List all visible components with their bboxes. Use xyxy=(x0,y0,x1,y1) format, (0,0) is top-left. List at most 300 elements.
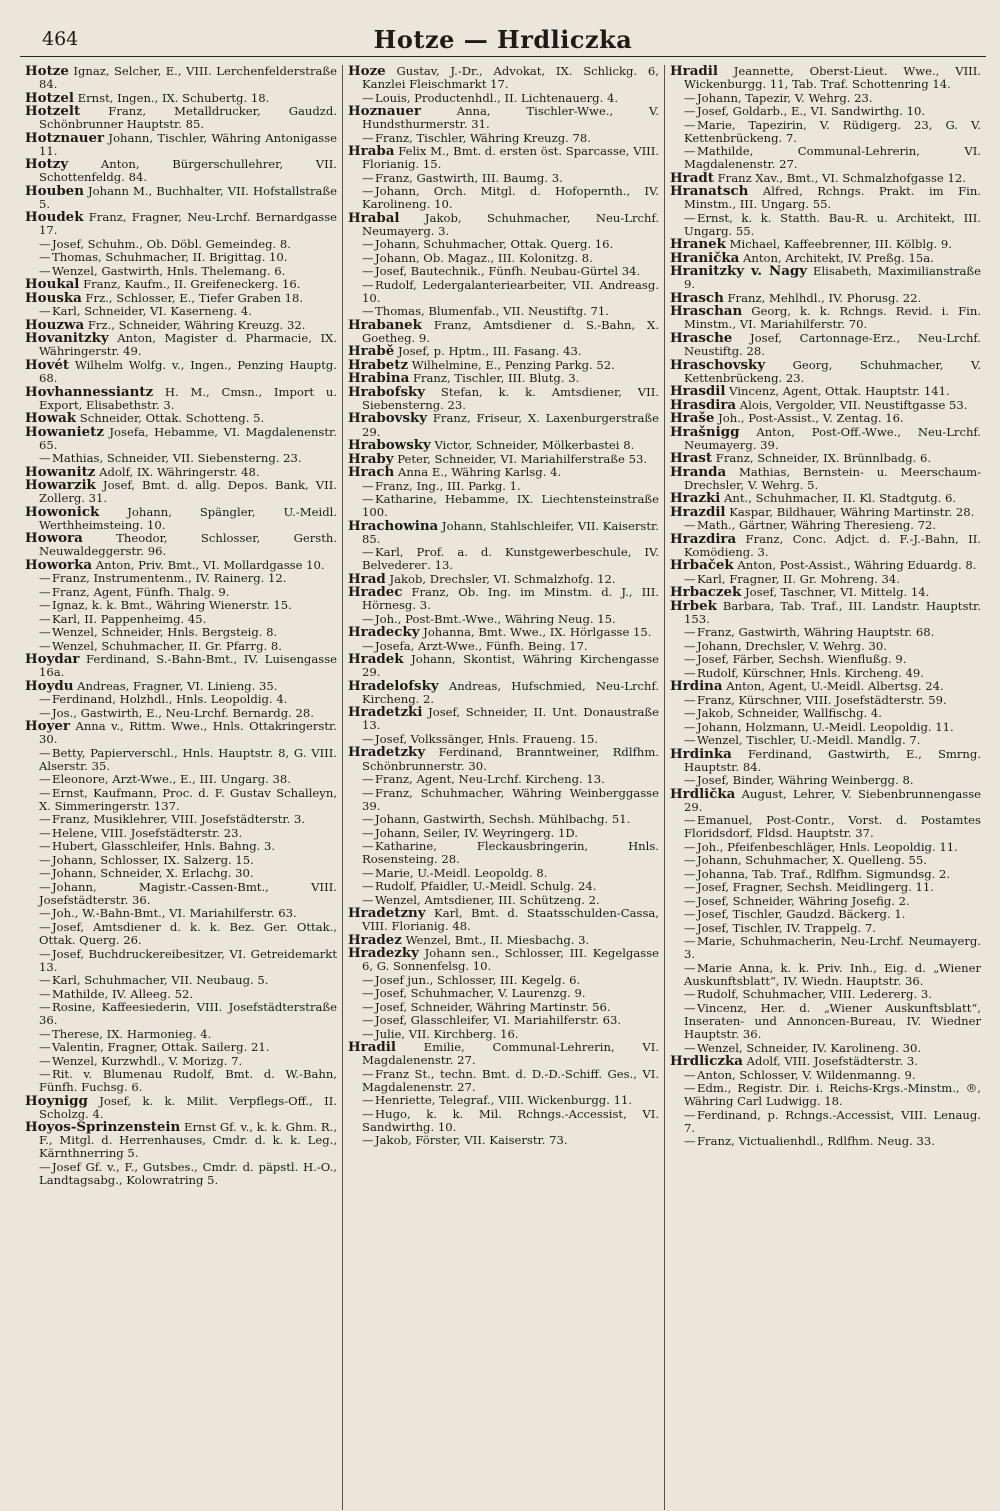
directory-entry xyxy=(25,129,338,158)
ditto-dash: — xyxy=(362,90,374,105)
surname: Hrasch xyxy=(670,289,724,306)
page-number: 464 xyxy=(42,28,79,50)
entry-text: Franz, Victualienhdl., Rdlfhm. Neug. 33. xyxy=(697,1134,935,1149)
entry-text: Jeannette, Oberst-Lieut. Wwe., VIII. Wickenburgg. 11, Tab. Traf. Schottenring 14. xyxy=(684,65,981,92)
entry-text: Josef, Schneider, Währing Martinstr. 56. xyxy=(375,999,611,1014)
ditto-dash: — xyxy=(39,986,51,1001)
entry-text: Ferdinand, Branntweiner, Rdlfhm. Schönbrunnerstr. 30. xyxy=(362,745,660,773)
directory-entry xyxy=(348,653,659,679)
surname: Hrdlička xyxy=(670,785,736,802)
ditto-dash: — xyxy=(362,812,374,827)
surname: Hraba xyxy=(348,143,395,160)
entry-text: Michael, Kaffeebrenner, III. Kölblg. 9. xyxy=(729,237,952,252)
directory-entry xyxy=(670,530,981,559)
ditto-dash: — xyxy=(39,236,51,251)
entry-text: Karl, Bmt. d. Staatsschulden-Cassa, VIII. Florianig. 48. xyxy=(362,906,659,934)
directory-entry xyxy=(348,316,659,345)
entry-text: Ernst, k. k. Statth. Bau-R. u. Architekt, III. Ungarg. 55. xyxy=(684,210,981,238)
directory-entry xyxy=(348,1041,659,1067)
surname: Howanitz xyxy=(25,463,96,480)
surname: Hrdliczka xyxy=(670,1053,743,1070)
entry-text: Alfred, Rchngs. Prakt. im Fin. Minstm., III. Ungarg. 55. xyxy=(684,184,981,212)
ditto-dash: — xyxy=(39,625,51,640)
ditto-dash: — xyxy=(684,210,696,225)
directory-entry xyxy=(25,332,337,358)
directory-entry xyxy=(25,556,337,573)
entry-text: Johann, Orch. Mitgl. d. Hofopernth., IV. Karolineng. 10. xyxy=(362,184,659,212)
surname: Hradezky xyxy=(348,945,419,962)
sub-entry xyxy=(348,987,659,1000)
directory-entry xyxy=(25,158,337,184)
entry-text: Jakob, Drechsler, VI. Schmalzhofg. 12. xyxy=(389,571,616,586)
surname: Hraše xyxy=(670,410,715,427)
entry-text: Alois, Vergolder, VII. Neustiftgasse 53. xyxy=(739,397,968,412)
entry-text: Georg, Schuhmacher, V. Kettenbrückeng. 23. xyxy=(684,357,982,385)
directory-entry xyxy=(25,289,337,306)
entry-text: Ernst, Ingen., IX. Schubertg. 18. xyxy=(77,90,270,105)
entry-text: Johann M., Buchhalter, VII. Hofstallstraße 5. xyxy=(39,183,338,211)
entry-text: Josefa, Hebamme, VI. Magdalenenstr. 65. xyxy=(39,424,337,452)
sub-entry xyxy=(25,586,337,599)
surname: Hrabowsky xyxy=(348,437,431,454)
ditto-dash: — xyxy=(684,117,696,132)
sub-entry xyxy=(25,1028,337,1041)
entry-text: Josef, Glasschleifer, VI. Mariahilferstr. 63. xyxy=(375,1013,622,1028)
entry-text: Franz, Tischler, Währing Kreuzg. 78. xyxy=(375,130,591,145)
sub-entry xyxy=(348,493,659,519)
entry-text: Johann, Magistr.-Cassen-Bmt., VIII. Josefstädterstr. 36. xyxy=(39,879,337,907)
sub-entry xyxy=(670,868,981,881)
entry-text: Franz, Friseur, X. Laxenburgerstraße 29. xyxy=(362,411,659,439)
entry-text: Louis, Productenhdl., II. Lichtenauerg. 4. xyxy=(375,90,619,105)
directory-entry xyxy=(25,677,337,694)
ditto-dash: — xyxy=(684,733,696,748)
entry-text: Ferdinand, S.-Bahn-Bmt., IV. Luisengasse 16a. xyxy=(39,652,338,680)
directory-entry xyxy=(670,1055,981,1068)
entry-text: Wenzel, Bmt., II. Miesbachg. 3. xyxy=(405,932,590,947)
entry-text: Rosine, Kaffeesiederin, VIII. Josefstädterstraße 36. xyxy=(39,1000,337,1028)
entry-text: Marie Anna, k. k. Priv. Inh., Eig. d. „Wiener Auskunftsblatt“, IV. Wiedn. Hauptstr. 36. xyxy=(684,960,981,988)
sub-entry xyxy=(25,599,337,612)
entry-text: Felix M., Bmt. d. ersten öst. Sparcasse, VIII. Florianig. 15. xyxy=(362,144,660,172)
ditto-dash: — xyxy=(362,170,374,185)
entry-text: Josef, Cartonnage-Erz., Neu-Lrchf. Neustiftg. 28. xyxy=(684,330,981,359)
ditto-dash: — xyxy=(362,1093,374,1108)
ditto-dash: — xyxy=(684,853,696,868)
surname: Hotzel xyxy=(25,89,74,106)
ditto-dash: — xyxy=(39,1053,51,1068)
entry-text: Rudolf, Ledergalanteriearbeiter, VII. Andreasg. 10. xyxy=(362,277,659,305)
ditto-dash: — xyxy=(684,518,696,533)
sub-entry xyxy=(348,132,659,145)
directory-entry xyxy=(25,479,337,505)
surname: Howanietz xyxy=(25,423,104,440)
entry-text: Franz, Fragner, Neu-Lrchf. Bernardgasse 17. xyxy=(39,210,338,238)
ditto-dash: — xyxy=(39,973,51,988)
directory-entry xyxy=(25,1092,338,1121)
ditto-dash: — xyxy=(39,584,51,599)
ditto-dash: — xyxy=(684,104,696,119)
entry-text: Wenzel, Tischler, U.-Meidl. Mandlg. 7. xyxy=(697,733,921,748)
sub-entry xyxy=(25,1161,337,1187)
ditto-dash: — xyxy=(362,825,374,840)
sub-entry xyxy=(25,773,337,786)
sub-entry xyxy=(25,747,337,773)
column-3 xyxy=(664,65,986,1510)
sub-entry xyxy=(348,773,659,786)
directory-entry xyxy=(348,383,660,412)
ditto-dash: — xyxy=(39,839,51,854)
surname: Hrast xyxy=(670,450,713,467)
ditto-dash: — xyxy=(362,237,374,252)
entry-text: Joh., W.-Bahn-Bmt., VI. Mariahilferstr. 63. xyxy=(52,906,297,921)
ditto-dash: — xyxy=(684,839,696,854)
ditto-dash: — xyxy=(39,611,51,626)
ditto-dash: — xyxy=(362,772,374,787)
entry-text: Josef Gf. v., F., Gutsbes., Cmdr. d. päpstl. H.-O., Landtagsabg., Kolowratring 5. xyxy=(39,1159,337,1188)
entry-text: Andreas, Hufschmied, Neu-Lrchf. Kircheng. 2. xyxy=(362,678,660,706)
directory-entry xyxy=(670,329,981,359)
entry-text: Franz, Tischler, III. Blutg. 3. xyxy=(412,371,580,386)
entry-text: Johann, Schuhmacher, X. Quelleng. 55. xyxy=(697,853,927,868)
columns xyxy=(20,65,986,1510)
surname: Hrachowina xyxy=(348,517,439,534)
entry-text: Rudolf, Pfaidler, U.-Meidl. Schulg. 24. xyxy=(375,879,597,894)
ditto-dash: — xyxy=(684,706,696,721)
sub-entry xyxy=(670,1135,981,1148)
ditto-dash: — xyxy=(39,919,51,934)
sub-entry xyxy=(348,867,659,880)
surname: Hrad xyxy=(348,570,386,587)
directory-entry xyxy=(670,356,982,385)
entry-text: Franz, Agent, Fünfh. Thalg. 9. xyxy=(52,584,230,599)
entry-text: Josef, Bmt. d. allg. Depos. Bank, VII. Zollerg. 31. xyxy=(39,478,337,506)
entry-text: Josef, Schuhmacher, V. Laurenzg. 9. xyxy=(375,986,586,1001)
entry-text: Jakob, Schneider, Wallfischg. 4. xyxy=(697,706,882,721)
entry-text: Franz St., techn. Bmt. d. D.-D.-Schiff. Ges., VI. Magdalenenstr. 27. xyxy=(362,1066,659,1094)
surname: Hoydu xyxy=(25,677,74,694)
surname: Hoyos-Sprinzenstein xyxy=(25,1119,181,1136)
directory-entry xyxy=(670,265,981,291)
column-1 xyxy=(20,65,342,1510)
entry-text: Ant., Schuhmacher, II. Kl. Stadtgutg. 6. xyxy=(724,491,957,506)
ditto-dash: — xyxy=(684,920,696,935)
surname: Hranitzky v. Nagy xyxy=(670,263,808,280)
ditto-dash: — xyxy=(39,906,51,921)
entry-text: Vincenz, Her. d. „Wiener Auskunftsblatt“, Inseraten- und Annoncen-Bureau, IV. Wiedner Hauptstr. 36. xyxy=(684,1000,981,1042)
surname: Hotznauer xyxy=(25,129,105,146)
entry-text: Mathilde, IV. Alleeg. 52. xyxy=(52,986,194,1001)
sub-entry xyxy=(25,948,337,974)
directory-entry xyxy=(348,439,659,452)
entry-text: Betty, Papierverschl., Hnls. Hauptstr. 8, G. VIII. Alserstr. 35. xyxy=(39,745,337,773)
sub-entry xyxy=(25,827,337,840)
entry-text: Franz, Mehlhdl., IV. Phorusg. 22. xyxy=(727,290,922,305)
entry-text: Peter, Schneider, VI. Mariahilferstraße 53. xyxy=(397,451,648,466)
entry-text: Emanuel, Post-Contr., Vorst. d. Postamtes Floridsdorf, Fldsd. Hauptstr. 37. xyxy=(684,813,981,841)
surname: Hoynigg xyxy=(25,1092,88,1109)
sub-entry xyxy=(348,974,659,987)
ditto-dash: — xyxy=(362,304,374,319)
directory-entry xyxy=(25,182,338,211)
sub-entry xyxy=(25,907,337,920)
directory-entry xyxy=(348,517,659,546)
entry-text: Hubert, Glasschleifer, Hnls. Bahng. 3. xyxy=(52,839,276,854)
entry-text: Karl, Schuhmacher, VII. Neubaug. 5. xyxy=(52,973,269,988)
ditto-dash: — xyxy=(39,879,51,894)
surname: Hrašnigg xyxy=(670,423,740,440)
entry-text: Johann, Tischler, Währing Antonigasse 11. xyxy=(39,130,338,158)
sub-entry xyxy=(25,693,337,706)
entry-text: Franz, Kürschner, VIII. Josefstädterstr. 59. xyxy=(697,692,947,707)
sub-entry xyxy=(670,640,981,653)
surname: Hrazki xyxy=(670,490,721,507)
sub-entry xyxy=(25,840,337,853)
sub-entry xyxy=(670,145,981,171)
entry-text: Anton, Magister d. Pharmacie, IX. Währingerstr. 49. xyxy=(39,331,337,359)
ditto-dash: — xyxy=(362,986,374,1001)
surname: Howarzik xyxy=(25,477,96,494)
ditto-dash: — xyxy=(684,665,696,680)
entry-text: Jakob, Förster, VII. Kaiserstr. 73. xyxy=(375,1133,568,1148)
surname: Hranda xyxy=(670,463,727,480)
entry-text: Johann, Stahlschleifer, VII. Kaiserstr. 85. xyxy=(362,518,659,546)
sub-entry xyxy=(25,251,337,264)
entry-text: Ferdinand, p. Rchngs.-Accessist, VIII. Lenaug. 7. xyxy=(684,1107,981,1135)
surname: Hrdinka xyxy=(670,745,732,762)
entry-text: Josef, Goldarb., E., VI. Sandwirthg. 10. xyxy=(697,104,926,119)
entry-text: Franz, Conc. Adjct. d. F.-J.-Bahn, II. Komödieng. 3. xyxy=(684,531,981,559)
directory-entry xyxy=(348,586,659,612)
directory-entry xyxy=(348,466,659,479)
directory-entry xyxy=(670,185,981,211)
surname: Hoydar xyxy=(25,651,80,668)
surname: Hradil xyxy=(670,65,718,79)
sub-entry xyxy=(348,1094,659,1107)
ditto-dash: — xyxy=(39,598,51,613)
sub-entry xyxy=(25,1041,337,1054)
surname: Hoyer xyxy=(25,718,70,735)
surname: Hrabanek xyxy=(348,316,422,333)
surname: Hovét xyxy=(25,356,70,373)
ditto-dash: — xyxy=(684,1067,696,1082)
directory-entry xyxy=(348,65,659,91)
surname: Houkal xyxy=(25,276,80,293)
entry-text: Vincenz, Agent, Ottak. Hauptstr. 141. xyxy=(729,384,950,399)
ditto-dash: — xyxy=(39,825,51,840)
ditto-dash: — xyxy=(684,880,696,895)
sub-entry xyxy=(348,238,659,251)
ditto-dash: — xyxy=(684,625,696,640)
ditto-dash: — xyxy=(39,852,51,867)
surname: Howonick xyxy=(25,503,100,520)
sub-entry xyxy=(25,813,337,826)
sub-entry xyxy=(25,881,337,907)
sub-entry xyxy=(670,1069,981,1082)
surname: Hrasdira xyxy=(670,396,737,413)
entry-text: Wenzel, Schneider, IV. Karolineng. 30. xyxy=(697,1040,922,1055)
entry-text: Johann, Drechsler, V. Wehrg. 30. xyxy=(697,638,887,653)
directory-entry xyxy=(348,450,659,467)
sub-entry xyxy=(25,867,337,880)
entry-text: Ignaz, Selcher, E., VIII. Lerchenfelderstraße 84. xyxy=(39,65,337,92)
entry-text: Johann, Tapezir, V. Wehrg. 23. xyxy=(697,90,873,105)
entry-text: Franz, Schneider, IX. Brünnlbadg. 6. xyxy=(715,451,932,466)
entry-text: Mathias, Schneider, VII. Siebensterng. 23. xyxy=(52,451,302,466)
entry-text: Johann, Seiler, IV. Weyringerg. 1D. xyxy=(375,825,578,840)
entry-text: Josef, Binder, Währing Weinbergg. 8. xyxy=(697,773,914,788)
sub-entry xyxy=(670,92,981,105)
ditto-dash: — xyxy=(362,478,374,493)
directory-entry xyxy=(25,65,337,91)
ditto-dash: — xyxy=(39,1159,51,1174)
entry-text: Anton, Post-Assist., Währing Eduardg. 8. xyxy=(737,558,977,573)
entry-text: Franz, Ob. Ing. im Minstm. d. J., III. Hörnesg. 3. xyxy=(362,585,659,613)
entry-text: Franz, Gastwirth, III. Baumg. 3. xyxy=(375,170,563,185)
sub-entry xyxy=(348,279,659,305)
ditto-dash: — xyxy=(39,263,51,278)
entry-text: Marie, U.-Meidl. Leopoldg. 8. xyxy=(375,865,548,880)
entry-text: Gustav, J.-Dr., Advokat, IX. Schlickg. 6, Kanzlei Fleischmarkt 17. xyxy=(362,65,659,92)
surname: Houska xyxy=(25,289,82,306)
directory-entry xyxy=(348,145,659,171)
entry-text: Johanna, Tab. Traf., Rdlfhm. Sigmundsg. 2. xyxy=(697,866,951,881)
surname: Hoze xyxy=(348,65,386,79)
entry-text: Johann, Spängler, U.-Meidl. Werthheimsteing. 10. xyxy=(39,504,338,532)
directory-entry xyxy=(670,305,981,331)
directory-entry xyxy=(670,463,981,492)
ditto-dash: — xyxy=(362,1026,374,1041)
surname: Hradelofsky xyxy=(348,677,439,694)
ditto-dash: — xyxy=(362,1133,374,1148)
entry-text: Joh., Post-Bmt.-Wwe., Währing Neug. 15. xyxy=(375,611,616,626)
ditto-dash: — xyxy=(39,1067,51,1082)
sub-entry xyxy=(25,1068,337,1094)
entry-text: Eleonore, Arzt-Wwe., E., III. Ungarg. 38. xyxy=(52,772,291,787)
page-header xyxy=(20,16,986,57)
entry-text: Hugo, k. k. Mil. Rchngs.-Accessist, VI. Sandwirthg. 10. xyxy=(362,1106,659,1134)
directory-entry xyxy=(348,209,660,238)
entry-text: Anton, Post-Off.-Wwe., Neu-Lrchf. Neumayerg. 39. xyxy=(684,424,981,452)
sub-entry xyxy=(348,1068,659,1094)
sub-entry xyxy=(670,707,981,720)
ditto-dash: — xyxy=(362,491,374,506)
entry-text: Josef, Tischler, IV. Trappelg. 7. xyxy=(697,920,876,935)
entry-text: Josef jun., Schlosser, III. Kegelg. 6. xyxy=(375,972,581,987)
sub-entry xyxy=(25,707,337,720)
ditto-dash: — xyxy=(39,250,51,265)
directory-entry xyxy=(348,907,659,933)
ditto-dash: — xyxy=(684,813,696,828)
entry-text: Katharine, Fleckausbringerin, Hnls. Rosensteing. 28. xyxy=(362,839,659,867)
ditto-dash: — xyxy=(684,960,696,975)
entry-text: Julie, VII. Kirchberg. 16. xyxy=(375,1026,519,1041)
sub-entry xyxy=(348,813,659,826)
sub-entry xyxy=(670,962,981,988)
ditto-dash: — xyxy=(362,184,374,199)
surname: Hradetzky xyxy=(348,744,426,761)
sub-entry xyxy=(348,172,659,185)
directory-entry xyxy=(670,423,981,452)
ditto-dash: — xyxy=(39,785,51,800)
entry-text: Katharine, Hebamme, IX. Liechtensteinstraße 100. xyxy=(362,491,659,520)
entry-text: Josef, Fragner, Sechsh. Meidlingerg. 11. xyxy=(697,880,934,895)
sub-entry xyxy=(670,988,981,1001)
sub-entry xyxy=(348,265,659,278)
surname: Hranek xyxy=(670,236,726,253)
sub-entry xyxy=(670,119,981,145)
sub-entry xyxy=(348,480,659,493)
surname: Hrasche xyxy=(670,329,733,346)
entry-text: Josef, Schneider, II. Unt. Donaustraße 13. xyxy=(362,705,659,733)
ditto-dash: — xyxy=(39,772,51,787)
ditto-dash: — xyxy=(362,545,374,560)
ditto-dash: — xyxy=(684,652,696,667)
entry-text: Ernst Gf. v., k. k. Ghm. R., F., Mitgl. d. Herrenhauses, Cmdr. d. k. k. Leg., Kärnthnerring 5. xyxy=(39,1120,338,1161)
entry-text: Anton, Schlosser, V. Wildenmanng. 9. xyxy=(697,1067,916,1082)
surname: Howak xyxy=(25,410,77,427)
entry-text: Franz, Musiklehrer, VIII. Josefstädterstr. 3. xyxy=(52,812,306,827)
entry-text: Franz, Schuhmacher, Währing Weinberggasse 39. xyxy=(362,785,659,813)
surname: Hrasdil xyxy=(670,383,726,400)
entry-text: Wenzel, Gastwirth, Hnls. Thelemang. 6. xyxy=(52,263,286,278)
sub-entry xyxy=(670,908,981,921)
entry-text: Franz, Metalldrucker, Gaudzd. Schönbrunner Hauptstr. 85. xyxy=(39,104,338,132)
sub-entry xyxy=(670,881,981,894)
entry-text: Elisabeth, Maximilianstraße 9. xyxy=(684,264,981,292)
sub-entry xyxy=(25,1001,337,1027)
entry-text: Kaspar, Bildhauer, Währing Martinstr. 28. xyxy=(729,504,975,519)
surname: Hrabě xyxy=(348,343,395,360)
directory-entry xyxy=(348,947,659,973)
sub-entry xyxy=(670,1082,981,1108)
surname: Howora xyxy=(25,530,83,547)
directory-entry xyxy=(25,356,337,386)
surname: Hrabina xyxy=(348,370,410,387)
entry-text: Emilie, Communal-Lehrerin, VI. Magdalenenstr. 27. xyxy=(362,1040,660,1068)
entry-text: Henriette, Telegraf., VIII. Wickenburgg. 11. xyxy=(375,1093,633,1108)
entry-text: Ferdinand, Holzhdl., Hnls. Leopoldig. 4. xyxy=(52,692,288,707)
surname: Hrazdil xyxy=(670,503,726,520)
entry-text: Johann, Skontist, Währing Kirchengasse 29. xyxy=(362,652,660,680)
surname: Hranička xyxy=(670,249,740,266)
directory-entry xyxy=(25,211,337,237)
entry-text: Joh., Post-Assist., V. Zentag. 16. xyxy=(718,411,904,426)
entry-text: Anna E., Währing Karlsg. 4. xyxy=(397,465,562,480)
entry-text: Johann, Ob. Magaz., III. Kolonitzg. 8. xyxy=(375,250,593,265)
sub-entry xyxy=(25,238,337,251)
sub-entry xyxy=(670,694,981,707)
entry-text: Ferdinand, Gastwirth, E., Smrng. Hauptstr. 84. xyxy=(684,746,982,774)
sub-entry xyxy=(670,841,981,854)
ditto-dash: — xyxy=(39,866,51,881)
sub-entry xyxy=(25,1055,337,1068)
sub-entry xyxy=(348,827,659,840)
surname: Hovanitzky xyxy=(25,330,109,347)
sub-entry xyxy=(670,626,981,639)
entry-text: Valentin, Fragner, Ottak. Sailerg. 21. xyxy=(52,1040,270,1055)
entry-text: Ignaz, k. k. Bmt., Währing Wienerstr. 15. xyxy=(52,598,292,613)
ditto-dash: — xyxy=(39,692,51,707)
ditto-dash: — xyxy=(684,907,696,922)
entry-text: Rudolf, Schuhmacher, VIII. Ledererg. 3. xyxy=(697,987,932,1002)
entry-text: Josef, Volkssänger, Hnls. Fraueng. 15. xyxy=(375,731,599,746)
ditto-dash: — xyxy=(684,638,696,653)
ditto-dash: — xyxy=(39,1040,51,1055)
sub-entry xyxy=(348,185,659,211)
running-head: Hotze — Hrdliczka xyxy=(373,25,633,54)
ditto-dash: — xyxy=(362,1106,374,1121)
